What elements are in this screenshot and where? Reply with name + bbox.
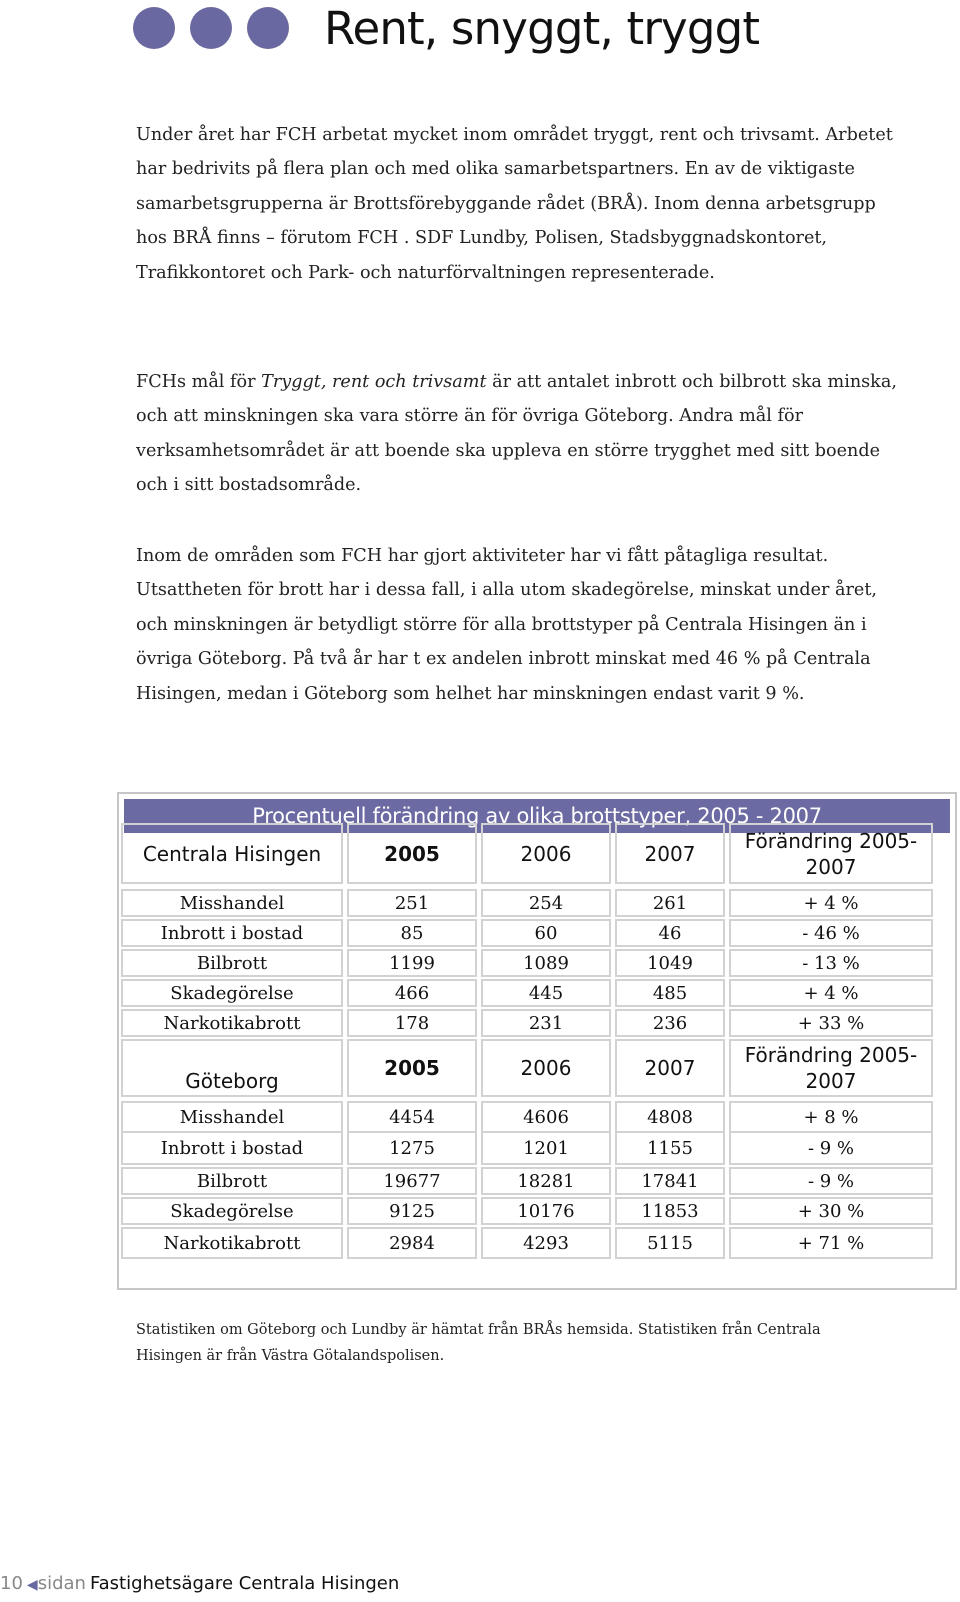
table-cell-year-2007: 11853 [615,1197,725,1225]
table-header-change: Förändring 2005-2007 [729,1039,933,1097]
table-cell-year-2007: 5115 [615,1227,725,1259]
table-header-year-2006: 2006 [481,823,611,884]
table-header-year-2007: 2007 [615,823,725,884]
table-cell-year-2006: 1201 [481,1131,611,1165]
page-footer [0,1572,399,1597]
table-cell-year-2006: 60 [481,919,611,947]
table-cell-category: Narkotikabrott [121,1009,343,1037]
circle-icon [190,7,232,49]
table-cell-year-2005: 178 [347,1009,477,1037]
table-cell-year-2007: 261 [615,889,725,917]
paragraph-goals-emphasis: Tryggt, rent och trivsamt [261,372,487,392]
table-cell-category: Skadegörelse [121,979,343,1007]
table-cell-change: + 4 % [729,889,933,917]
table-cell-change: - 13 % [729,949,933,977]
table-cell-year-2006: 445 [481,979,611,1007]
table-cell-category: Inbrott i bostad [121,919,343,947]
table-header-change: Förändring 2005-2007 [729,823,933,884]
table-cell-year-2006: 4606 [481,1101,611,1133]
table-cell-year-2007: 17841 [615,1167,725,1195]
crime-statistics-table [117,792,957,1290]
table-cell-change: - 9 % [729,1131,933,1165]
table-cell-year-2005: 251 [347,889,477,917]
paragraph-goals-start: FCHs mål för [136,372,262,392]
table-header-year-2006: 2006 [481,1039,611,1097]
paragraph-goals-end: är att antalet inbrott och bilbrott ska minska, och att minskningen ska vara större än för övriga Göteborg. Andra mål för verksamhetsområdet är att boende ska uppleva en större trygghet med sitt boende och i sitt bostadsområde. [136,372,897,496]
table-cell-category: Skadegörelse [121,1197,343,1225]
triangle-left-icon: ◀ [26,1577,38,1593]
table-cell-change: + 8 % [729,1101,933,1133]
circle-icon [247,7,289,49]
paragraph-goals [136,365,906,503]
table-header-year-2005: 2005 [347,1039,477,1097]
table-cell-year-2005: 1199 [347,949,477,977]
table-cell-year-2005: 1275 [347,1131,477,1165]
table-cell-year-2006: 1089 [481,949,611,977]
table-cell-year-2006: 10176 [481,1197,611,1225]
table-cell-year-2007: 46 [615,919,725,947]
paragraph-intro: Under året har FCH arbetat mycket inom området tryggt, rent och trivsamt. Arbetet har bedrivits på flera plan och med olika samarbetspartners. En av de viktigaste samarbetsgrupperna är Brottsförebyggande rådet (BRÅ). Inom denna arbetsgrupp hos BRÅ finns – förutom FCH . SDF Lundby, Polisen, Stadsbyggnadskontoret, Trafikkontoret och Park- och naturförvaltningen representerade. [136,125,893,283]
table-cell-change: + 33 % [729,1009,933,1037]
paragraph-results: Inom de områden som FCH har gjort aktiviteter har vi fått påtagliga resultat. Utsattheten för brott har i dessa fall, i alla utom skadegörelse, minskat under året, och minskningen är betydligt större för alla brottstyper på Centrala Hisingen än i övriga Göteborg. På två år har t ex andelen inbrott minskat med 46 % på Centrala Hisingen, medan i Göteborg som helhet har minskningen endast varit 9 %. [136,546,877,704]
table-cell-year-2005: 2984 [347,1227,477,1259]
table-header-category: Centrala Hisingen [121,823,343,884]
table-cell-change: - 9 % [729,1167,933,1195]
table-cell-change: + 4 % [729,979,933,1007]
table-cell-year-2005: 19677 [347,1167,477,1195]
footer-organization: Fastighetsägare Centrala Hisingen [89,1573,400,1594]
table-cell-year-2005: 9125 [347,1197,477,1225]
table-cell-year-2007: 1155 [615,1131,725,1165]
table-header-category: Göteborg [121,1039,343,1097]
table-cell-year-2005: 4454 [347,1101,477,1133]
table-cell-category: Bilbrott [121,949,343,977]
page-title: Rent, snyggt, tryggt [324,2,760,55]
table-cell-year-2006: 231 [481,1009,611,1037]
table-cell-year-2005: 85 [347,919,477,947]
table-cell-category: Inbrott i bostad [121,1131,343,1165]
table-cell-change: + 71 % [729,1227,933,1259]
table-cell-change: + 30 % [729,1197,933,1225]
table-cell-year-2007: 4808 [615,1101,725,1133]
table-cell-category: Narkotikabrott [121,1227,343,1259]
table-cell-year-2006: 254 [481,889,611,917]
footer-sidan: sidan [37,1573,86,1594]
table-cell-year-2007: 1049 [615,949,725,977]
table-cell-year-2006: 18281 [481,1167,611,1195]
table-cell-category: Misshandel [121,1101,343,1133]
table-cell-year-2007: 236 [615,1009,725,1037]
source-note: Statistiken om Göteborg och Lundby är hämtat från BRÅs hemsida. Statistiken från Centrala Hisingen är från Västra Götalandspolisen. [136,1322,821,1364]
table-cell-change: - 46 % [729,919,933,947]
table-cell-year-2006: 4293 [481,1227,611,1259]
table-header-year-2007: 2007 [615,1039,725,1097]
circle-icon [133,7,175,49]
table-cell-year-2007: 485 [615,979,725,1007]
table-title: Procentuell förändring av olika brottstyper, 2005 - 2007 [124,799,950,833]
page-number: 10 [0,1573,23,1594]
table-cell-year-2005: 466 [347,979,477,1007]
table-cell-category: Misshandel [121,889,343,917]
table-header-year-2005: 2005 [347,823,477,884]
table-cell-category: Bilbrott [121,1167,343,1195]
